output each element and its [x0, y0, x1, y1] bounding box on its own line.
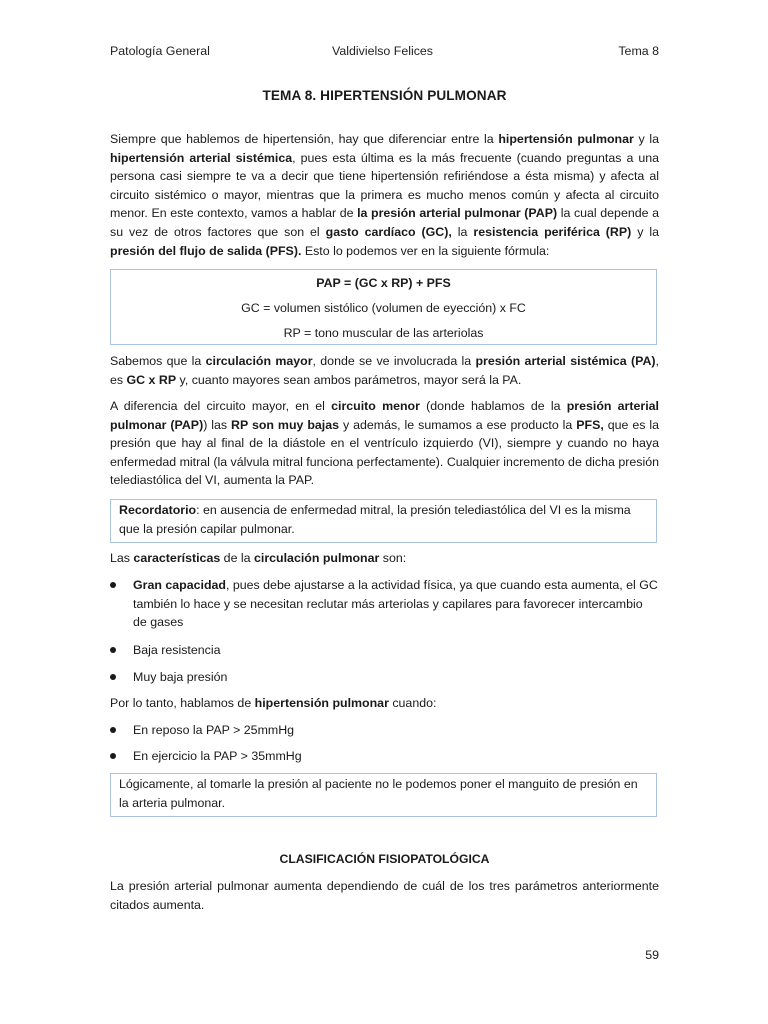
- features-intro: [110, 549, 659, 568]
- features-list-2: [110, 641, 659, 660]
- note-box: [110, 773, 657, 817]
- note-text: Lógicamente, al tomarle la presión al paciente no le podemos poner el manguito de presión en la arteria pulmonar.: [119, 777, 638, 810]
- document-page: [110, 0, 659, 1024]
- bold-text: Gran capacidad: [133, 578, 226, 592]
- text: la: [451, 224, 474, 239]
- page-number: 59: [645, 948, 659, 962]
- bold-text: PFS,: [576, 417, 604, 432]
- bold-text: hipertensión pulmonar: [498, 132, 634, 146]
- bold-text: hipertensión pulmonar: [254, 696, 389, 710]
- formula-rp: RP = tono muscular de las arteriolas: [283, 326, 484, 340]
- features-list-3: [110, 668, 659, 687]
- header-topic: Tema 8: [618, 44, 659, 58]
- text: y, cuanto mayores sean ambos parámetros, mayor será la PA.: [176, 372, 522, 387]
- bold-text: la presión arterial pulmonar (PAP): [357, 206, 558, 221]
- text: que es la presión que hay al final de la diástole en el ventrículo izquierdo (VI), siempre y cuando no haya enfermedad mitral (la válvula mitral funciona perfectamente). Cualquier incremento de dicha presión telediastólica del VI, aumenta la PAP.: [110, 417, 660, 488]
- criteria-list: [110, 721, 659, 740]
- text: Siempre que hablemos de hipertensión, hay que diferenciar entre la: [110, 132, 499, 146]
- text: Por lo tanto, hablamos de: [110, 696, 255, 710]
- bold-text: resistencia periférica (RP): [473, 224, 632, 239]
- text: y la: [633, 132, 659, 146]
- page-header: [110, 42, 659, 60]
- bold-text: presión del flujo de salida (PFS).: [110, 243, 302, 258]
- text: cuando:: [388, 696, 437, 710]
- bullet-icon: [110, 674, 116, 680]
- text: la cual depende a su vez de otros factores que son el: [110, 206, 659, 239]
- text: Las: [110, 551, 134, 565]
- text: Sabemos que la: [110, 354, 206, 368]
- text: y la: [631, 224, 660, 239]
- bold-text: RP son muy bajas: [231, 417, 340, 432]
- list-item: [110, 576, 659, 632]
- text: (donde hablamos de la: [419, 399, 567, 413]
- reminder-label: Recordatorio: [119, 503, 197, 517]
- bold-text: características: [133, 551, 221, 565]
- text: ) las: [203, 417, 232, 432]
- bold-text: circulación mayor: [205, 354, 313, 368]
- intro-paragraph: [110, 130, 659, 260]
- bullet-icon: [110, 582, 116, 588]
- text: , pues debe ajustarse a la actividad física, ya que cuando esta aumenta, el GC también lo hace y se necesitan reclutar más arteriolas y capilares para favorecer intercambio de gases: [133, 578, 658, 630]
- reminder-box: [110, 499, 657, 543]
- header-course: Patología General: [110, 44, 210, 58]
- text: En ejercicio la PAP > 35mmHg: [133, 749, 302, 763]
- text: , pues esta última es la más frecuente (cuando preguntas a una persona casi siempre te va a decir que tiene hipertensión refiriéndose a ésta misma) y afecta al circuito sistémico o mayor, mientras que la primera es mucho menos común y afecta al circuito menor. En este contexto, vamos a hablar de: [110, 150, 659, 221]
- bold-text: GC x RP: [126, 372, 177, 387]
- list-item: [110, 641, 659, 660]
- list-item: [110, 668, 659, 687]
- formula-main: PAP = (GC x RP) + PFS: [316, 276, 451, 290]
- bold-text: circulación pulmonar: [254, 551, 380, 565]
- bold-text: presión arterial sistémica (PA): [475, 354, 656, 368]
- text: En reposo la PAP > 25mmHg: [133, 723, 295, 737]
- major-circuit-paragraph: [110, 352, 659, 389]
- text: y además, le sumamos a ese producto la: [339, 417, 577, 432]
- text: Esto lo podemos ver en la siguiente fórmula:: [301, 243, 550, 258]
- text: A diferencia del circuito mayor, en el: [110, 399, 332, 413]
- formula-box: [110, 269, 657, 345]
- formula-gc: GC = volumen sistólico (volumen de eyección) x FC: [241, 301, 526, 315]
- text: , es: [110, 354, 659, 387]
- bold-text: presión arterial pulmonar (PAP): [110, 399, 659, 432]
- classification-paragraph: La presión arterial pulmonar aumenta dependiendo de cuál de los tres parámetros anteriormente citados aumenta.: [110, 879, 659, 912]
- list-item: [110, 747, 659, 766]
- text: , donde se ve involucrada la: [312, 354, 476, 368]
- bullet-icon: [110, 647, 116, 653]
- list-item: [110, 721, 659, 740]
- text: son:: [379, 551, 407, 565]
- minor-circuit-paragraph: [110, 397, 659, 490]
- bold-text: gasto cardíaco (GC),: [325, 224, 452, 239]
- features-list: [110, 576, 659, 632]
- bold-text: hipertensión arterial sistémica: [110, 150, 293, 165]
- text: Muy baja presión: [133, 670, 228, 684]
- header-author: Valdivielso Felices: [332, 44, 433, 58]
- section-title: CLASIFICACIÓN FISIOPATOLÓGICA: [279, 852, 490, 866]
- bold-text: circuito menor: [331, 399, 420, 413]
- page-title: TEMA 8. HIPERTENSIÓN PULMONAR: [262, 88, 507, 103]
- bullet-icon: [110, 753, 116, 759]
- reminder-text: : en ausencia de enfermedad mitral, la presión telediastólica del VI es la misma que la presión capilar pulmonar.: [119, 503, 631, 536]
- text: de la: [220, 551, 254, 565]
- criteria-list-2: [110, 747, 659, 766]
- text: Baja resistencia: [133, 643, 221, 657]
- definition-intro: [110, 694, 659, 713]
- bullet-icon: [110, 727, 116, 733]
